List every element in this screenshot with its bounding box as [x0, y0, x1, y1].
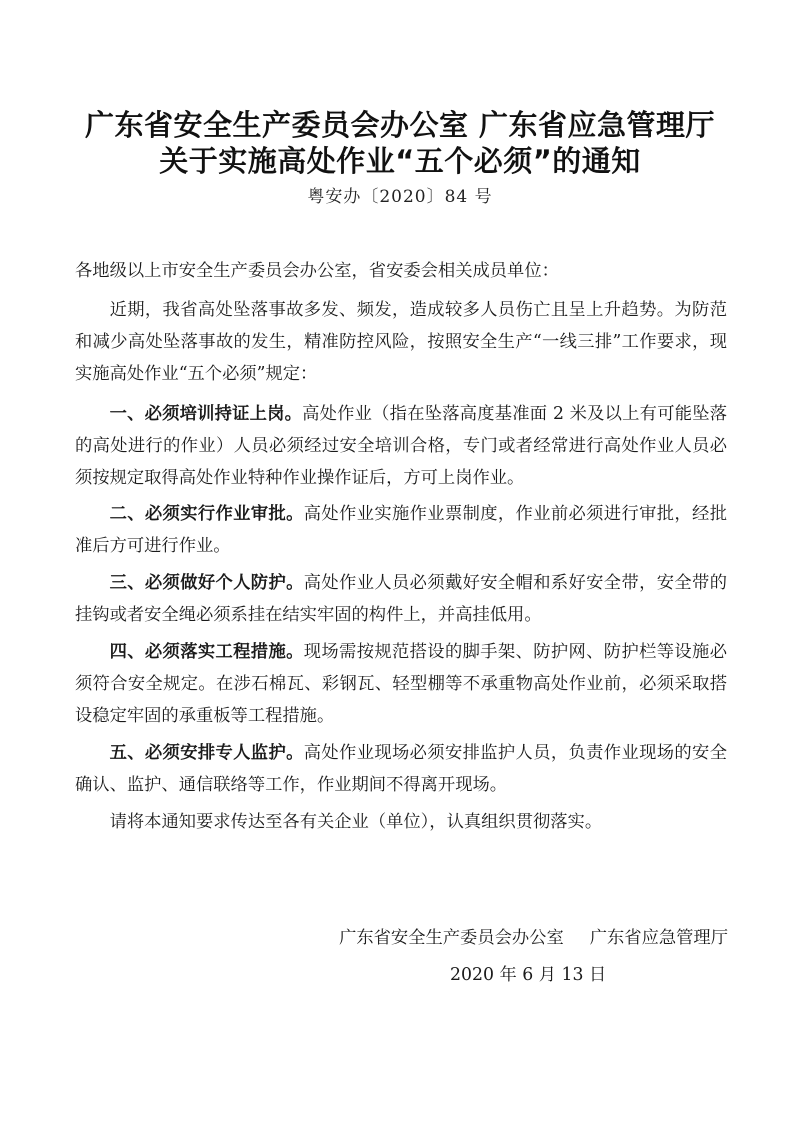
signatory-2: 广东省应急管理厅 — [589, 928, 728, 948]
document-number: 粤安办〔2020〕84 号 — [307, 187, 493, 207]
item-paragraph-4 — [75, 636, 727, 732]
intro-paragraph: 近期，我省高处坠落事故多发、频发，造成较多人员伤亡且呈上升趋势。为防范和减少高处坠落事故的发生，精准防控风险，按照安全生产“一线三排”工作要求，现实施高处作业“五个必须”规定： — [75, 300, 727, 384]
item-text-3: 高处作业人员必须戴好安全帽和系好安全带，安全带的挂钩或者安全绳必须系挂在结实牢固的构件上，并高挂低用。 — [75, 573, 727, 625]
signatory-line — [339, 922, 728, 954]
title-line-2: 关于实施高处作业“五个必须”的通知 — [159, 144, 641, 178]
item-heading-3: 三、必须做好个人防护。 — [109, 573, 304, 593]
signatory-1: 广东省安全生产委员会办公室 — [339, 928, 564, 948]
item-paragraph-1 — [75, 398, 727, 494]
item-heading-2: 二、必须实行作业审批。 — [109, 504, 304, 524]
item-text-2: 高处作业实施作业票制度，作业前必须进行审批，经批准后方可进行作业。 — [75, 504, 727, 556]
item-text-5: 高处作业现场必须安排监护人员，负责作业现场的安全确认、监护、通信联络等工作，作业期间不得离开现场。 — [75, 743, 727, 795]
item-heading-1: 一、必须培训持证上岗。 — [109, 404, 303, 424]
item-text-4: 现场需按规范搭设的脚手架、防护网、防护栏等设施必须符合安全规定。在涉石棉瓦、彩钢瓦、轻型棚等不承重物高处作业前，必须采取搭设稳定牢固的承重板等工程措施。 — [75, 642, 727, 726]
issue-date: 2020 年 6 月 13 日 — [450, 965, 607, 985]
item-paragraph-2 — [75, 498, 727, 562]
item-text-1: 高处作业（指在坠落高度基准面 2 米及以上有可能坠落的高处进行的作业）人员必须经过安全培训合格，专门或者经常进行高处作业人员必须按规定取得高处作业特种作业操作证后，方可上岗作业。 — [75, 404, 727, 488]
closing-paragraph: 请将本通知要求传达至各有关企业（单位），认真组织贯彻落实。 — [109, 812, 603, 832]
item-heading-4: 四、必须落实工程措施。 — [109, 642, 304, 662]
title-line-1: 广东省安全生产委员会办公室 广东省应急管理厅 — [84, 108, 716, 142]
item-paragraph-5 — [75, 737, 727, 801]
item-heading-5: 五、必须安排专人监护。 — [109, 743, 304, 763]
item-paragraph-3 — [75, 567, 727, 631]
salutation: 各地级以上市安全生产委员会办公室，省安委会相关成员单位： — [75, 261, 559, 281]
